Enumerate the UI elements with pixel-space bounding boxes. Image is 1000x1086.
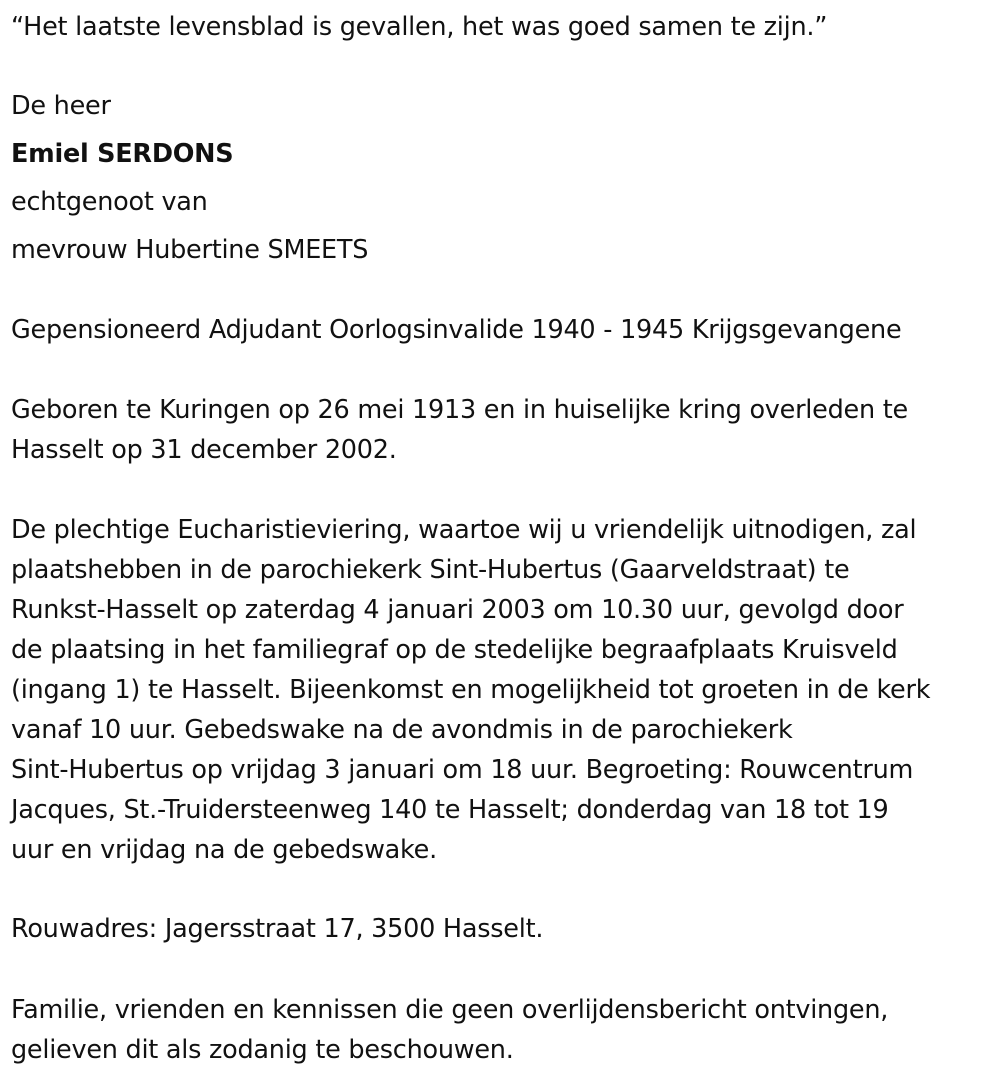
paragraph-line: gelieven dit als zodanig te beschouwen. xyxy=(11,1035,514,1065)
paragraph-line: uur en vrijdag na de gebedswake. xyxy=(11,835,437,865)
address-text: Rouwadres: Jagersstraat 17, 3500 Hasselt. xyxy=(11,914,544,944)
paragraph-line: De plechtige Eucharistieviering, waartoe wij u vriendelijk uitnodigen, zal xyxy=(11,515,917,545)
paragraph-line: Geboren te Kuringen op 26 mei 1913 en in huiselijke kring overleden te xyxy=(11,395,908,425)
paragraph-line: vanaf 10 uur. Gebedswake na de avondmis in de parochiekerk xyxy=(11,715,793,745)
salutation: De heer xyxy=(11,91,111,121)
deceased-name: Emiel SERDONS xyxy=(11,139,234,169)
relation-text: echtgenoot van xyxy=(11,187,208,217)
titles-text: Gepensioneerd Adjudant Oorlogsinvalide 1940 - 1945 Krijgsgevangene xyxy=(11,315,902,345)
paragraph-line: plaatshebben in de parochiekerk Sint-Hubertus (Gaarveldstraat) te xyxy=(11,555,850,585)
quote: “Het laatste levensblad is gevallen, het was goed samen te zijn.” xyxy=(11,12,828,42)
closing-paragraph xyxy=(11,990,888,1070)
paragraph-line: Jacques, St.-Truidersteenweg 140 te Hasselt; donderdag van 18 tot 19 xyxy=(11,795,889,825)
paragraph-line: de plaatsing in het familiegraf op de stedelijke begraafplaats Kruisveld xyxy=(11,635,898,665)
paragraph-line: Runkst-Hasselt op zaterdag 4 januari 2003 om 10.30 uur, gevolgd door xyxy=(11,595,904,625)
paragraph-line: Familie, vrienden en kennissen die geen overlijdensbericht ontvingen, xyxy=(11,995,889,1025)
ceremony-paragraph xyxy=(11,510,930,870)
paragraph-line: (ingang 1) te Hasselt. Bijeenkomst en mogelijkheid tot groeten in de kerk xyxy=(11,675,931,705)
paragraph-line: Hasselt op 31 december 2002. xyxy=(11,435,397,465)
paragraph-line: Sint-Hubertus op vrijdag 3 januari om 18 uur. Begroeting: Rouwcentrum xyxy=(11,755,914,785)
spouse-name: mevrouw Hubertine SMEETS xyxy=(11,235,369,265)
birth-death-paragraph xyxy=(11,390,908,470)
